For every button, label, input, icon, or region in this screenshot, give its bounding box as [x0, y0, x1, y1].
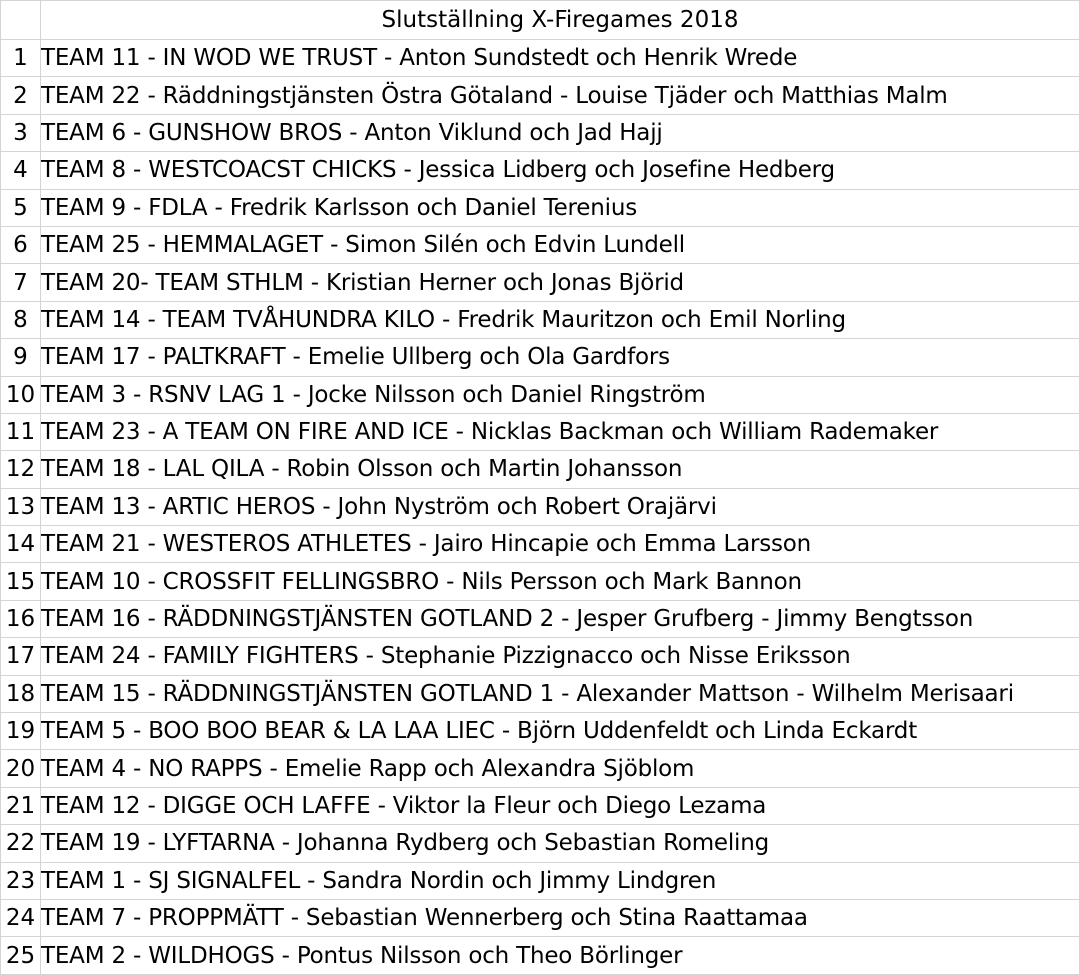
team-entry-cell[interactable]: TEAM 11 - IN WOD WE TRUST - Anton Sundstedt och Henrik Wrede — [41, 40, 1080, 77]
title-row — [1, 1, 1080, 40]
team-entry-cell[interactable]: TEAM 16 - RÄDDNINGSTJÄNSTEN GOTLAND 2 - Jesper Grufberg - Jimmy Bengtsson — [41, 600, 1080, 637]
team-entry-cell[interactable]: TEAM 15 - RÄDDNINGSTJÄNSTEN GOTLAND 1 - Alexander Mattson - Wilhelm Merisaari — [41, 675, 1080, 712]
rank-cell[interactable]: 13 — [1, 488, 41, 525]
standings-body — [1, 1, 1080, 975]
team-entry-cell[interactable]: TEAM 5 - BOO BOO BEAR & LA LAA LIEC - Björn Uddenfeldt och Linda Eckardt — [41, 713, 1080, 750]
team-entry-cell[interactable]: TEAM 25 - HEMMALAGET - Simon Silén och Edvin Lundell — [41, 226, 1080, 263]
title-corner-cell[interactable] — [1, 1, 41, 40]
table-row — [1, 226, 1080, 263]
table-row — [1, 526, 1080, 563]
rank-cell[interactable]: 9 — [1, 339, 41, 376]
table-row — [1, 750, 1080, 787]
table-row — [1, 376, 1080, 413]
table-row — [1, 488, 1080, 525]
table-row — [1, 937, 1080, 974]
rank-cell[interactable]: 21 — [1, 787, 41, 824]
table-row — [1, 713, 1080, 750]
team-entry-cell[interactable]: TEAM 14 - TEAM TVÅHUNDRA KILO - Fredrik Mauritzon och Emil Norling — [41, 301, 1080, 338]
rank-cell[interactable]: 16 — [1, 600, 41, 637]
team-entry-cell[interactable]: TEAM 20- TEAM STHLM - Kristian Herner och Jonas Björid — [41, 264, 1080, 301]
team-entry-cell[interactable]: TEAM 1 - SJ SIGNALFEL - Sandra Nordin och Jimmy Lindgren — [41, 862, 1080, 899]
rank-cell[interactable]: 10 — [1, 376, 41, 413]
team-entry-cell[interactable]: TEAM 18 - LAL QILA - Robin Olsson och Martin Johansson — [41, 451, 1080, 488]
rank-cell[interactable]: 12 — [1, 451, 41, 488]
table-row — [1, 563, 1080, 600]
rank-cell[interactable]: 23 — [1, 862, 41, 899]
table-row — [1, 339, 1080, 376]
table-row — [1, 675, 1080, 712]
rank-cell[interactable]: 4 — [1, 152, 41, 189]
team-entry-cell[interactable]: TEAM 21 - WESTEROS ATHLETES - Jairo Hincapie och Emma Larsson — [41, 526, 1080, 563]
team-entry-cell[interactable]: TEAM 3 - RSNV LAG 1 - Jocke Nilsson och Daniel Ringström — [41, 376, 1080, 413]
rank-cell[interactable]: 19 — [1, 713, 41, 750]
table-row — [1, 413, 1080, 450]
table-row — [1, 189, 1080, 226]
table-row — [1, 301, 1080, 338]
table-row — [1, 787, 1080, 824]
team-entry-cell[interactable]: TEAM 8 - WESTCOACST CHICKS - Jessica Lidberg och Josefine Hedberg — [41, 152, 1080, 189]
team-entry-cell[interactable]: TEAM 19 - LYFTARNA - Johanna Rydberg och Sebastian Romeling — [41, 825, 1080, 862]
table-row — [1, 451, 1080, 488]
team-entry-cell[interactable]: TEAM 7 - PROPPMÄTT - Sebastian Wennerberg och Stina Raattamaa — [41, 899, 1080, 936]
team-entry-cell[interactable]: TEAM 23 - A TEAM ON FIRE AND ICE - Nicklas Backman och William Rademaker — [41, 413, 1080, 450]
table-row — [1, 152, 1080, 189]
team-entry-cell[interactable]: TEAM 4 - NO RAPPS - Emelie Rapp och Alexandra Sjöblom — [41, 750, 1080, 787]
team-entry-cell[interactable]: TEAM 24 - FAMILY FIGHTERS - Stephanie Pizzignacco och Nisse Eriksson — [41, 638, 1080, 675]
table-row — [1, 40, 1080, 77]
rank-cell[interactable]: 24 — [1, 899, 41, 936]
team-entry-cell[interactable]: TEAM 17 - PALTKRAFT - Emelie Ullberg och Ola Gardfors — [41, 339, 1080, 376]
team-entry-cell[interactable]: TEAM 9 - FDLA - Fredrik Karlsson och Daniel Terenius — [41, 189, 1080, 226]
sheet-title[interactable]: Slutställning X-Firegames 2018 — [41, 1, 1080, 40]
table-row — [1, 899, 1080, 936]
table-row — [1, 264, 1080, 301]
rank-cell[interactable]: 11 — [1, 413, 41, 450]
rank-cell[interactable]: 3 — [1, 114, 41, 151]
team-entry-cell[interactable]: TEAM 10 - CROSSFIT FELLINGSBRO - Nils Persson och Mark Bannon — [41, 563, 1080, 600]
rank-cell[interactable]: 2 — [1, 77, 41, 114]
table-row — [1, 638, 1080, 675]
rank-cell[interactable]: 15 — [1, 563, 41, 600]
rank-cell[interactable]: 18 — [1, 675, 41, 712]
rank-cell[interactable]: 20 — [1, 750, 41, 787]
rank-cell[interactable]: 17 — [1, 638, 41, 675]
table-row — [1, 600, 1080, 637]
table-row — [1, 114, 1080, 151]
team-entry-cell[interactable]: TEAM 12 - DIGGE OCH LAFFE - Viktor la Fleur och Diego Lezama — [41, 787, 1080, 824]
table-row — [1, 77, 1080, 114]
table-row — [1, 862, 1080, 899]
team-entry-cell[interactable]: TEAM 22 - Räddningstjänsten Östra Götaland - Louise Tjäder och Matthias Malm — [41, 77, 1080, 114]
team-entry-cell[interactable]: TEAM 2 - WILDHOGS - Pontus Nilsson och Theo Börlinger — [41, 937, 1080, 974]
team-entry-cell[interactable]: TEAM 6 - GUNSHOW BROS - Anton Viklund och Jad Hajj — [41, 114, 1080, 151]
rank-cell[interactable]: 14 — [1, 526, 41, 563]
rank-cell[interactable]: 8 — [1, 301, 41, 338]
rank-cell[interactable]: 22 — [1, 825, 41, 862]
rank-cell[interactable]: 5 — [1, 189, 41, 226]
rank-cell[interactable]: 1 — [1, 40, 41, 77]
rank-cell[interactable]: 6 — [1, 226, 41, 263]
rank-cell[interactable]: 25 — [1, 937, 41, 974]
table-row — [1, 825, 1080, 862]
team-entry-cell[interactable]: TEAM 13 - ARTIC HEROS - John Nyström och Robert Orajärvi — [41, 488, 1080, 525]
rank-cell[interactable]: 7 — [1, 264, 41, 301]
